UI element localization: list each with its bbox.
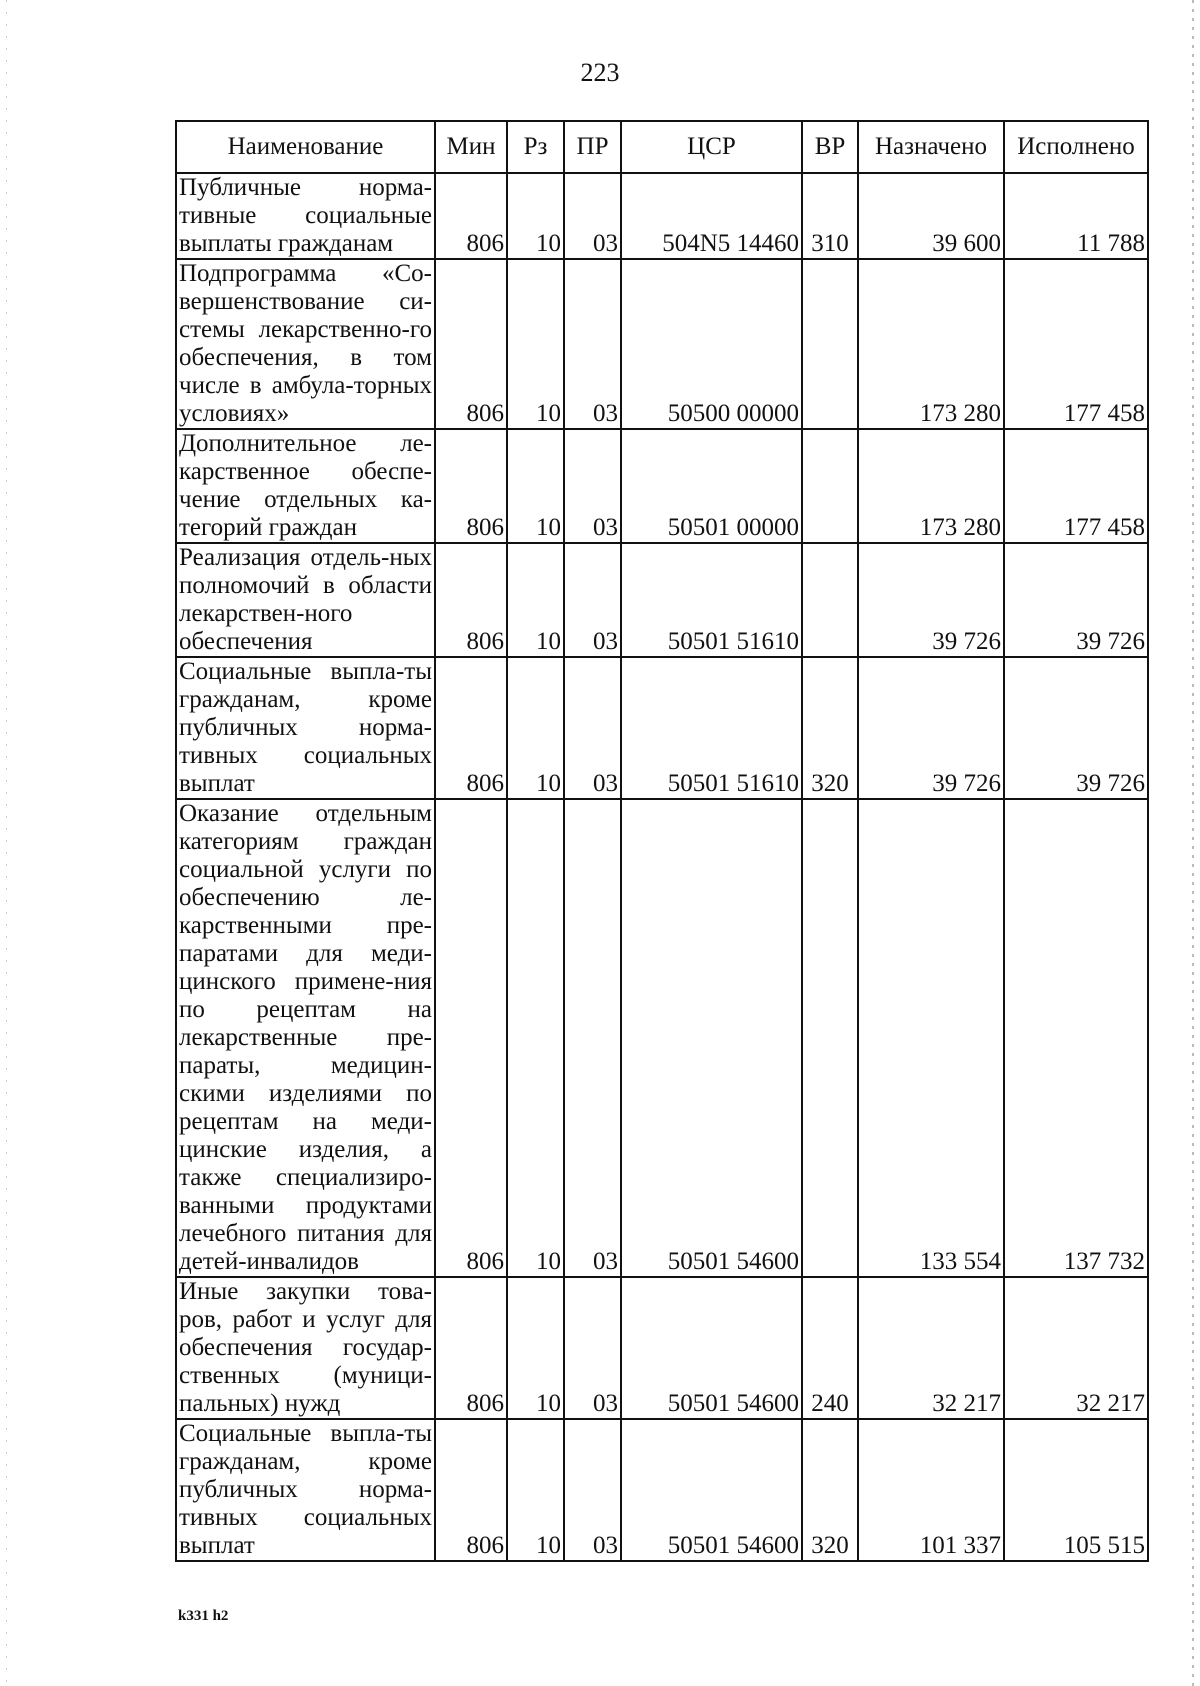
cell-name: Публичные норма-тивные социальные выплаты гражданам xyxy=(176,173,435,259)
cell-name: Дополнительное ле-карственное обеспе-чение отдельных ка-тегорий граждан xyxy=(176,429,435,543)
header-assigned: Назначено xyxy=(858,121,1004,173)
cell-csr: 50500 00000 xyxy=(621,259,802,429)
header-rz: Рз xyxy=(507,121,564,173)
cell-assigned: 101 337 xyxy=(858,1419,1004,1561)
cell-assigned: 133 554 xyxy=(858,799,1004,1277)
cell-executed: 32 217 xyxy=(1004,1277,1148,1419)
cell-rz: 10 xyxy=(507,543,564,657)
cell-rz: 10 xyxy=(507,657,564,799)
cell-csr: 50501 54600 xyxy=(621,1277,802,1419)
cell-name: Оказание отдельным категориям граждан социальной услуги по обеспечению ле-карственными пре-паратами для меди-цинского примене-ния по рецептам на лекарственные пре-параты, медицин-скими изделиями по рецептам на меди-цинские изделия, а также специализиро-ванными продуктами лечебного питания для детей-инвалидов xyxy=(176,799,435,1277)
cell-pr: 03 xyxy=(564,657,621,799)
cell-rz: 10 xyxy=(507,173,564,259)
cell-pr: 03 xyxy=(564,1277,621,1419)
cell-executed: 105 515 xyxy=(1004,1419,1148,1561)
header-executed: Исполнено xyxy=(1004,121,1148,173)
table-row xyxy=(176,1419,1148,1561)
cell-pr: 03 xyxy=(564,1419,621,1561)
cell-min: 806 xyxy=(435,799,507,1277)
cell-vr: 320 xyxy=(802,657,858,799)
cell-rz: 10 xyxy=(507,1419,564,1561)
cell-csr: 50501 51610 xyxy=(621,657,802,799)
cell-csr: 504N5 14460 xyxy=(621,173,802,259)
table-row xyxy=(176,543,1148,657)
cell-vr xyxy=(802,259,858,429)
cell-name: Реализация отдель-ных полномочий в области лекарствен-ного обеспечения xyxy=(176,543,435,657)
table-row xyxy=(176,173,1148,259)
cell-executed: 137 732 xyxy=(1004,799,1148,1277)
table-row xyxy=(176,657,1148,799)
cell-executed: 39 726 xyxy=(1004,543,1148,657)
cell-min: 806 xyxy=(435,1419,507,1561)
header-csr: ЦСР xyxy=(621,121,802,173)
cell-assigned: 39 726 xyxy=(858,543,1004,657)
cell-assigned: 39 726 xyxy=(858,657,1004,799)
cell-vr xyxy=(802,429,858,543)
cell-min: 806 xyxy=(435,1277,507,1419)
header-name: Наименование xyxy=(176,121,435,173)
cell-assigned: 32 217 xyxy=(858,1277,1004,1419)
cell-name: Социальные выпла-ты гражданам, кроме публичных норма-тивных социальных выплат xyxy=(176,657,435,799)
page-number: 223 xyxy=(580,58,620,87)
cell-name: Подпрограмма «Со-вершенствование си-стемы лекарственно-го обеспечения, в том числе в амбула-торных условиях» xyxy=(176,259,435,429)
cell-name: Социальные выпла-ты гражданам, кроме публичных норма-тивных социальных выплат xyxy=(176,1419,435,1561)
cell-min: 806 xyxy=(435,543,507,657)
cell-pr: 03 xyxy=(564,543,621,657)
cell-executed: 177 458 xyxy=(1004,259,1148,429)
table-header-row xyxy=(176,121,1148,173)
cell-csr: 50501 54600 xyxy=(621,1419,802,1561)
cell-pr: 03 xyxy=(564,259,621,429)
cell-executed: 11 788 xyxy=(1004,173,1148,259)
cell-vr: 310 xyxy=(802,173,858,259)
cell-rz: 10 xyxy=(507,259,564,429)
cell-vr: 320 xyxy=(802,1419,858,1561)
cell-rz: 10 xyxy=(507,1277,564,1419)
cell-pr: 03 xyxy=(564,173,621,259)
cell-min: 806 xyxy=(435,657,507,799)
cell-csr: 50501 51610 xyxy=(621,543,802,657)
cell-assigned: 39 600 xyxy=(858,173,1004,259)
table-row xyxy=(176,429,1148,543)
cell-assigned: 173 280 xyxy=(858,259,1004,429)
cell-csr: 50501 54600 xyxy=(621,799,802,1277)
cell-min: 806 xyxy=(435,259,507,429)
cell-rz: 10 xyxy=(507,799,564,1277)
cell-vr xyxy=(802,799,858,1277)
cell-min: 806 xyxy=(435,173,507,259)
cell-min: 806 xyxy=(435,429,507,543)
footer-code: k331 h2 xyxy=(178,1608,229,1624)
cell-csr: 50501 00000 xyxy=(621,429,802,543)
scan-edge-right xyxy=(1192,0,1194,1686)
table-row xyxy=(176,799,1148,1277)
scan-edge-left xyxy=(6,0,7,1686)
cell-executed: 177 458 xyxy=(1004,429,1148,543)
cell-vr: 240 xyxy=(802,1277,858,1419)
header-vr: ВР xyxy=(802,121,858,173)
cell-vr xyxy=(802,543,858,657)
cell-executed: 39 726 xyxy=(1004,657,1148,799)
header-pr: ПР xyxy=(564,121,621,173)
table-row xyxy=(176,259,1148,429)
cell-name: Иные закупки това-ров, работ и услуг для обеспечения государ-ственных (муници-пальных) нужд xyxy=(176,1277,435,1419)
cell-assigned: 173 280 xyxy=(858,429,1004,543)
cell-rz: 10 xyxy=(507,429,564,543)
header-min: Мин xyxy=(435,121,507,173)
cell-pr: 03 xyxy=(564,429,621,543)
budget-table xyxy=(175,120,1149,1562)
cell-pr: 03 xyxy=(564,799,621,1277)
table-row xyxy=(176,1277,1148,1419)
